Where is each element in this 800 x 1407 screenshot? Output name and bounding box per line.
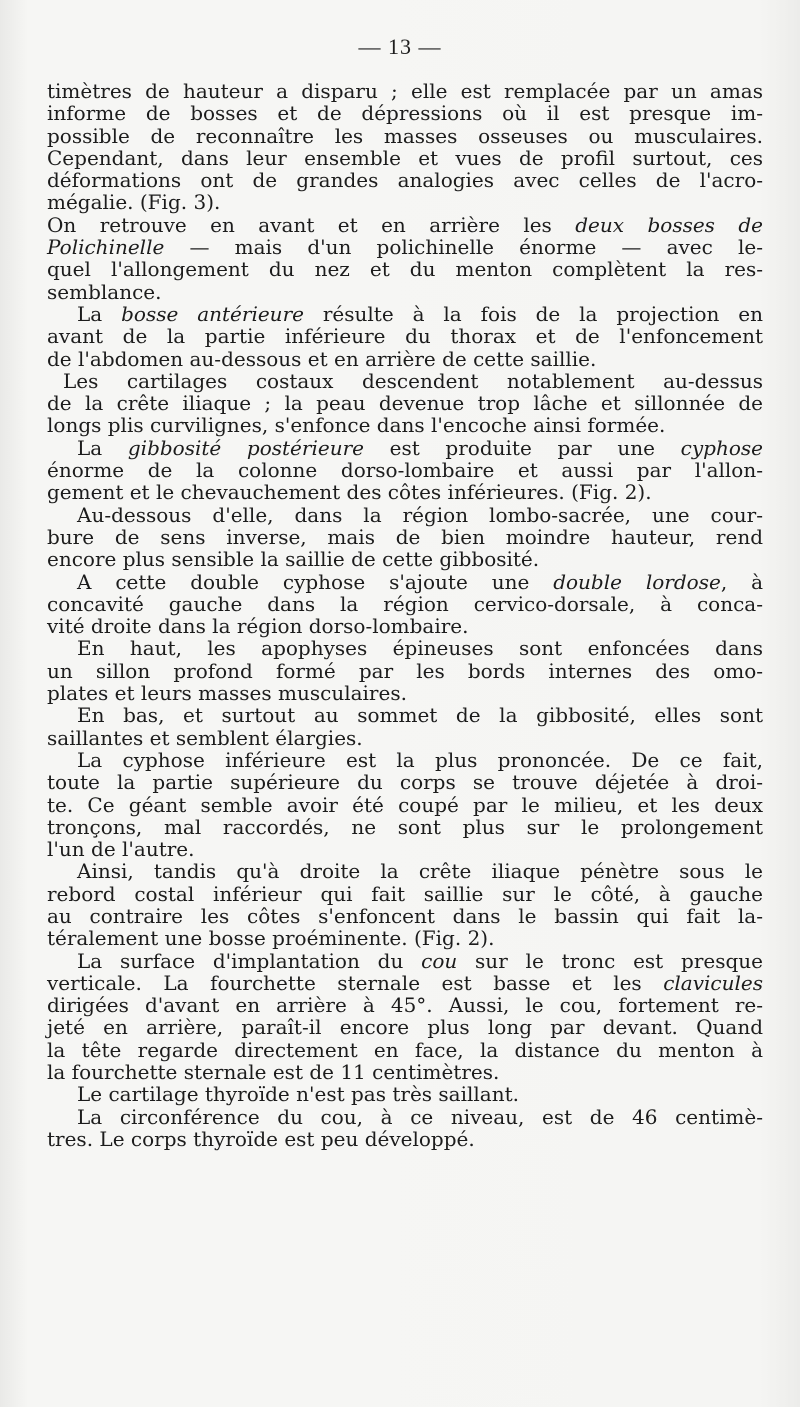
text-line [47, 972, 763, 994]
text-line [47, 191, 763, 213]
text-run: de la crête iliaque ; la peau devenue trop lâche et sillonnée de [47, 391, 763, 416]
text-run: la fourchette sternale est de 11 centimètres. [47, 1060, 500, 1085]
text-run: concavité gauche dans la région cervico-dorsale, à conca- [47, 591, 763, 616]
text-line [47, 905, 763, 927]
text-run: La circonférence du cou, à ce niveau, est de 46 centimè- [77, 1104, 763, 1129]
text-line [47, 392, 763, 414]
text-run: avant de la partie inférieure du thorax et de l'enfoncement [47, 324, 763, 349]
text-line [47, 660, 763, 682]
text-line [47, 1106, 763, 1128]
text-line [47, 526, 763, 548]
text-run: sur le tronc est presque [457, 948, 763, 973]
text-line [47, 883, 763, 905]
text-run: quel l'allongement du nez et du menton complètent la res- [47, 257, 763, 282]
text-line [47, 102, 763, 124]
text-run: plates et leurs masses musculaires. [47, 681, 407, 706]
text-run: au contraire les côtes s'enfoncent dans le bassin qui fait la- [47, 903, 763, 928]
text-line [47, 704, 763, 726]
text-line [47, 281, 763, 303]
text-run: Au-dessous d'elle, dans la région lombo-sacrée, une cour- [77, 502, 763, 527]
text-run: résulte à la fois de la projection en [303, 301, 763, 326]
text-line [47, 637, 763, 659]
text-line [47, 504, 763, 526]
text-run: saillantes et semblent élargies. [47, 725, 363, 750]
text-run: bure de sens inverse, mais de bien moindre hauteur, rend [47, 524, 763, 549]
text-line [47, 414, 763, 436]
text-run: longs plis curvilignes, s'enfonce dans l'encoche ainsi formée. [47, 413, 666, 438]
text-line [47, 214, 763, 236]
text-line [47, 615, 763, 637]
italic-text: gibbosité postérieure [127, 435, 364, 460]
text-run: La cyphose inférieure est la plus prononcée. De ce fait, [77, 747, 763, 772]
text-line [47, 816, 763, 838]
text-line [47, 727, 763, 749]
text-line [47, 548, 763, 570]
text-line [47, 838, 763, 860]
text-run: Cependant, dans leur ensemble et vues de profil surtout, ces [47, 145, 763, 170]
text-line [47, 571, 763, 593]
text-run: un sillon profond formé par les bords internes des omo- [47, 658, 763, 683]
text-line [47, 994, 763, 1016]
text-run: A cette double cyphose s'ajoute une [77, 569, 554, 594]
text-line [47, 370, 763, 392]
italic-text: cyphose [680, 435, 763, 460]
text-run: , à [720, 569, 763, 594]
text-line [47, 950, 763, 972]
text-run: te. Ce géant semble avoir été coupé par le milieu, et les deux [47, 792, 763, 817]
text-run: Ainsi, tandis qu'à droite la crête iliaque pénètre sous le [77, 859, 763, 884]
text-run: — mais d'un polichinelle énorme — avec le- [164, 235, 763, 260]
text-run: informe de bosses et de dépressions où il est presque im- [47, 101, 763, 126]
text-run: La [77, 435, 128, 460]
text-run: mégalie. (Fig. 3). [47, 190, 221, 215]
text-line [47, 794, 763, 816]
italic-text: bosse antérieure [121, 301, 304, 326]
text-line [47, 348, 763, 370]
text-run: La [77, 301, 122, 326]
text-line [47, 682, 763, 704]
text-run: On retrouve en avant et en arrière les [47, 212, 576, 237]
text-line [47, 459, 763, 481]
text-run: Les cartilages costaux descendent notablement au-dessus [63, 368, 763, 393]
text-run: possible de reconnaître les masses osseuses ou musculaires. [47, 123, 763, 148]
italic-text: double lordose [553, 569, 721, 594]
text-line [47, 437, 763, 459]
text-line [47, 169, 763, 191]
text-line [47, 749, 763, 771]
text-line [47, 927, 763, 949]
text-run: tres. Le corps thyroïde est peu développé. [47, 1126, 475, 1151]
text-line [47, 147, 763, 169]
text-run: Le cartilage thyroïde n'est pas très saillant. [77, 1082, 519, 1107]
text-line [47, 125, 763, 147]
italic-text: Polichinelle [47, 235, 165, 260]
text-run: dirigées d'avant en arrière à 45°. Aussi, le cou, fortement re- [47, 993, 763, 1018]
body-text [47, 80, 763, 1150]
text-line [47, 1039, 763, 1061]
text-line [47, 481, 763, 503]
text-run: gement et le chevauchement des côtes inférieures. (Fig. 2). [47, 480, 652, 505]
text-line [47, 1128, 763, 1150]
text-line [47, 236, 763, 258]
italic-text: cou [421, 948, 458, 973]
text-run: vité droite dans la région dorso-lombaire. [47, 614, 469, 639]
page-number: — 13 — [358, 34, 442, 59]
text-run: semblance. [47, 279, 162, 304]
italic-text: deux bosses de [575, 212, 764, 237]
text-run: encore plus sensible la saillie de cette gibbosité. [47, 547, 540, 572]
text-run: toute la partie supérieure du corps se trouve déjetée à droi- [47, 770, 763, 795]
text-line [47, 258, 763, 280]
text-line [47, 771, 763, 793]
text-line [47, 303, 763, 325]
text-line [47, 860, 763, 882]
text-run: verticale. La fourchette sternale est basse et les [47, 970, 664, 995]
text-run: téralement une bosse proéminente. (Fig. 2). [47, 926, 495, 951]
text-run: déformations ont de grandes analogies avec celles de l'acro- [47, 168, 763, 193]
text-line [47, 1061, 763, 1083]
text-line [47, 1083, 763, 1105]
text-run: rebord costal inférieur qui fait saillie sur le côté, à gauche [47, 881, 763, 906]
text-run: En bas, et surtout au sommet de la gibbosité, elles sont [77, 703, 763, 728]
text-run: La surface d'implantation du [77, 948, 422, 973]
text-run: tronçons, mal raccordés, ne sont plus sur le prolongement [47, 814, 763, 839]
text-run: timètres de hauteur a disparu ; elle est remplacée par un amas [47, 79, 763, 103]
text-run: l'un de l'autre. [47, 837, 195, 862]
text-line [47, 325, 763, 347]
text-run: jeté en arrière, paraît-il encore plus long par devant. Quand [47, 1015, 763, 1040]
text-run: En haut, les apophyses épineuses sont enfoncées dans [77, 636, 763, 661]
text-run: la tête regarde directement en face, la distance du menton à [47, 1037, 763, 1062]
italic-text: clavicules [663, 970, 763, 995]
text-run: énorme de la colonne dorso-lombaire et aussi par l'allon- [47, 458, 763, 483]
text-run: de l'abdomen au-dessous et en arrière de cette saillie. [47, 346, 597, 371]
text-line [47, 1016, 763, 1038]
text-line [47, 80, 763, 102]
text-run: est produite par une [363, 435, 681, 460]
text-line [47, 593, 763, 615]
